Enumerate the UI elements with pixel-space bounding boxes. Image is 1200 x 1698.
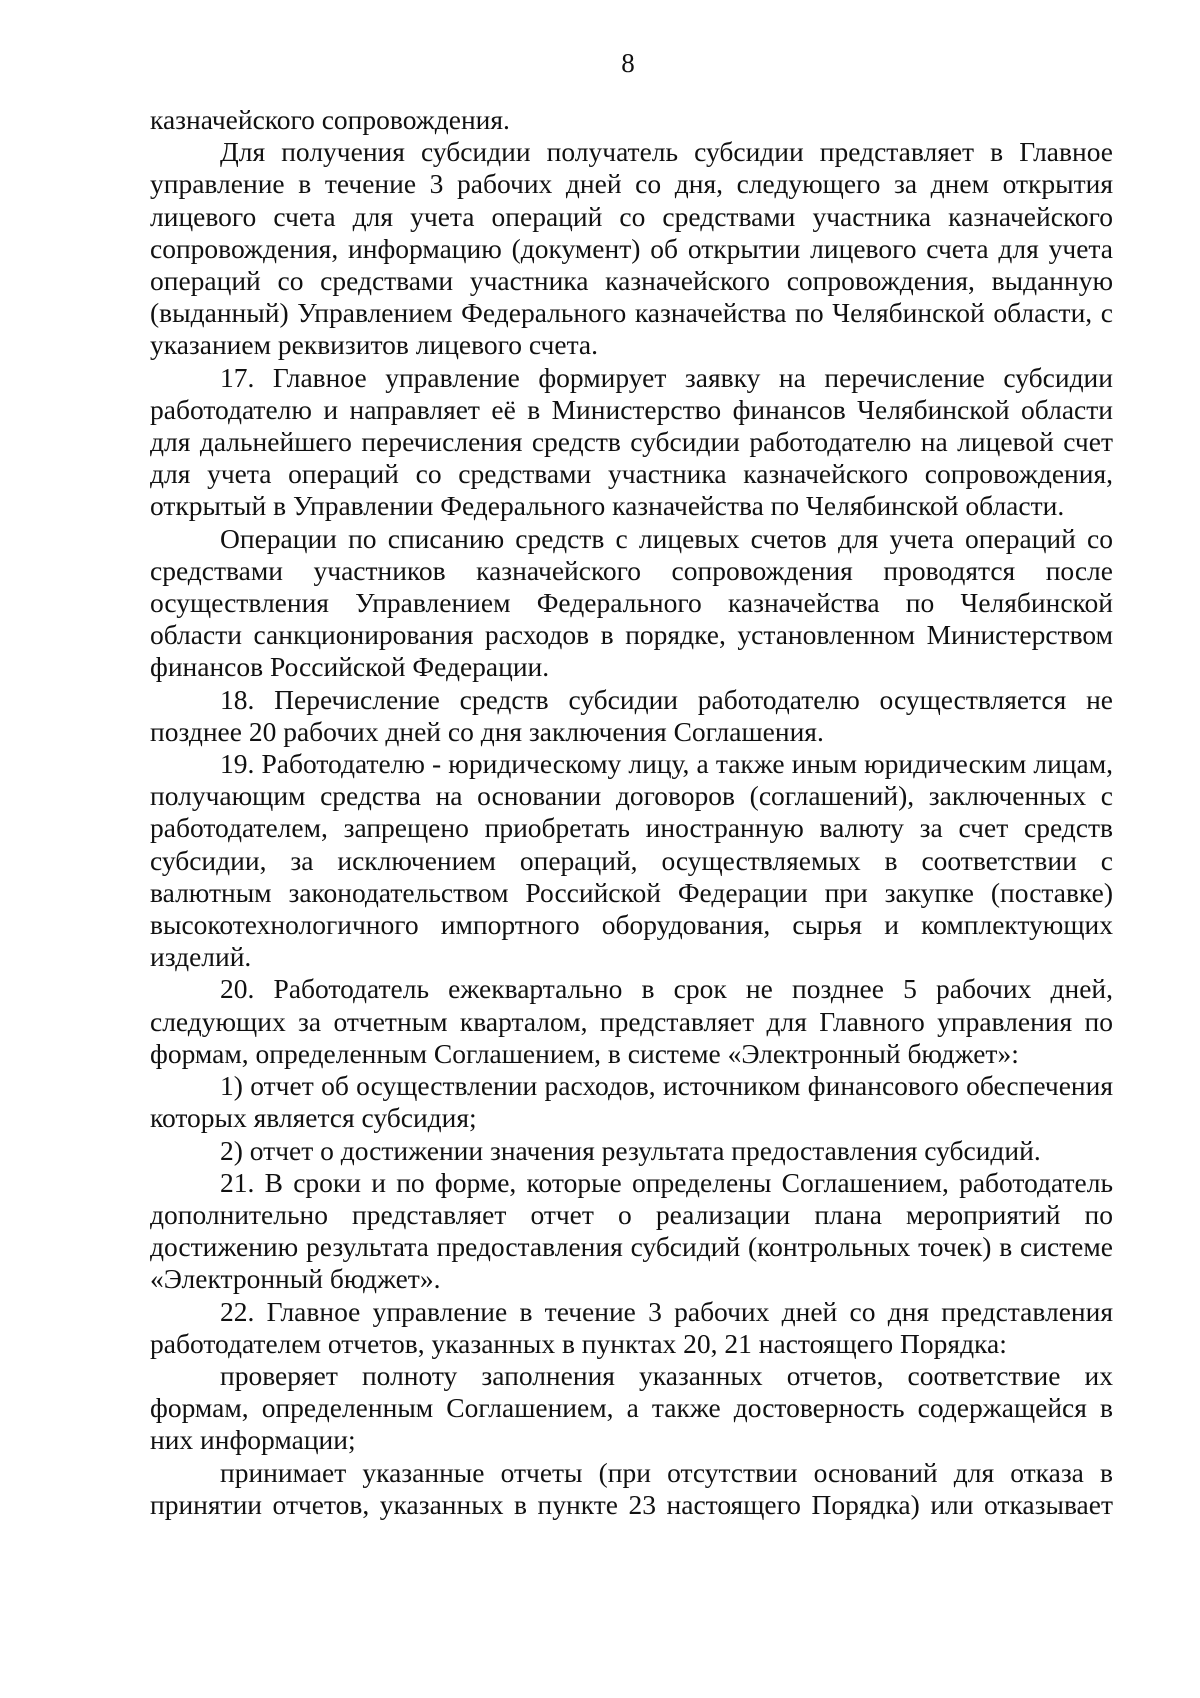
paragraph-write-off-operations: Операции по списанию средств с лицевых счетов для учета операций со средствами участников казначейского сопровождения проводятся после осуществления Управлением Федерального казначейства по Челябинской области санкционирования расходов в порядке, установленном Министерством финансов Российской Федерации. [150, 522, 1113, 683]
paragraph-item-20-sub-1: 1) отчет об осуществлении расходов, источником финансового обеспечения которых является субсидия; [150, 1070, 1113, 1134]
paragraph-item-20-sub-2: 2) отчет о достижении значения результата предоставления субсидий. [220, 1134, 1041, 1166]
paragraph-item-22-checks: проверяет полноту заполнения указанных отчетов, соответствие их формам, определенным Соглашением, а также достоверность содержащейся в них информации; [150, 1359, 1113, 1456]
paragraph-item-19: 19. Работодателю - юридическому лицу, а также иным юридическим лицам, получающим средства на основании договоров (соглашений), заключенных с работодателем, запрещено приобретать иностранную валюту за счет средств субсидии, за исключением операций, осуществляемых в соответствии с валютным законодательством Российской Федерации при закупке (поставке) высокотехнологичного импортного оборудования, сырья и комплектующих изделий. [150, 748, 1113, 973]
paragraph-item-18: 18. Перечисление средств субсидии работодателю осуществляется не позднее 20 рабочих дней со дня заключения Соглашения. [150, 683, 1113, 747]
paragraph-subsidy-receipt: Для получения субсидии получатель субсидии представляет в Главное управление в течение 3 рабочих дней со дня, следующего за днем открытия лицевого счета для учета операций со средствами участника казначейского сопровождения, информацию (документ) об открытии лицевого счета для учета операций со средствами участника казначейского сопровождения, выданную (выданный) Управлением Федерального казначейства по Челябинской области, с указанием реквизитов лицевого счета. [150, 136, 1113, 361]
document-body [150, 104, 1113, 1521]
paragraph-item-22: 22. Главное управление в течение 3 рабочих дней со дня представления работодателем отчетов, указанных в пунктах 20, 21 настоящего Порядка: [150, 1295, 1113, 1359]
paragraph-item-20: 20. Работодатель ежеквартально в срок не позднее 5 рабочих дней, следующих за отчетным кварталом, представляет для Главного управления по формам, определенным Соглашением, в системе «Электронный бюджет»: [150, 973, 1113, 1069]
paragraph-continuation: казначейского сопровождения. [150, 104, 510, 135]
paragraph-item-22-accepts: принимает указанные отчеты (при отсутствии оснований для отказа в принятии отчетов, указанных в пункте 23 настоящего Порядка) или отказывает [150, 1456, 1113, 1520]
paragraph-item-21: 21. В сроки и по форме, которые определены Соглашением, работодатель дополнительно представляет отчет о реализации плана мероприятий по достижению результата предоставления субсидий (контрольных точек) в системе «Электронный бюджет». [150, 1166, 1113, 1295]
page-number: 8 [621, 48, 635, 78]
paragraph-item-17: 17. Главное управление формирует заявку на перечисление субсидии работодателю и направляет её в Министерство финансов Челябинской области для дальнейшего перечисления средств субсидии работодателю на лицевой счет для учета операций со средствами участника казначейского сопровождения, открытый в Управлении Федерального казначейства по Челябинской области. [150, 361, 1113, 522]
